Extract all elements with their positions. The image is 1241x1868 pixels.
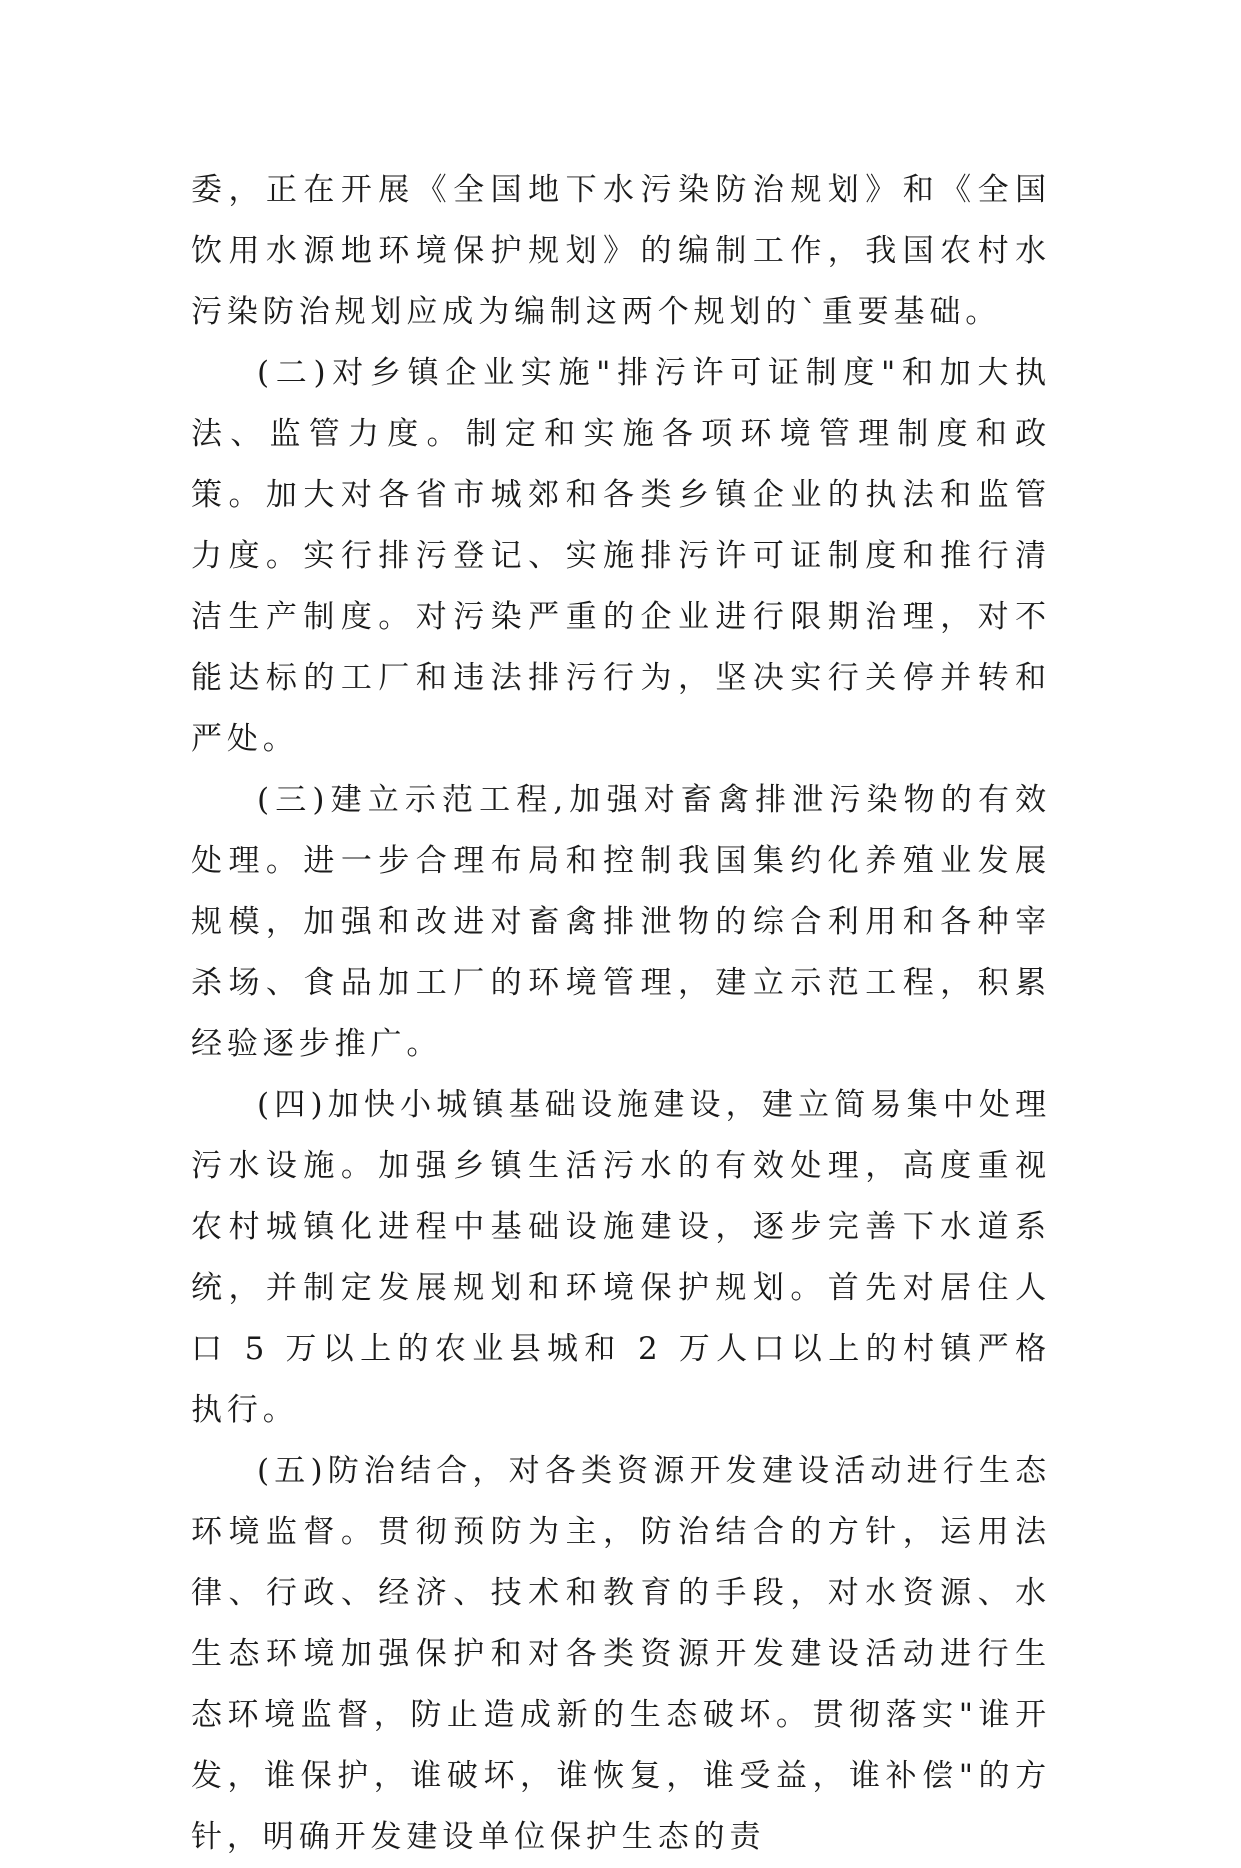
- paragraph-continuation: 委，正在开展《全国地下水污染防治规划》和《全国饮用水源地环境保护规划》的编制工作，我国农村水污染防治规划应成为编制这两个规划的`重要基础。: [191, 172, 1051, 330]
- paragraph-section-4: (四)加快小城镇基础设施建设，建立简易集中处理污水设施。加强乡镇生活污水的有效处理，高度重视农村城镇化进程中基础设施建设，逐步完善下水道系统，并制定发展规划和环境保护规划。首先对居住人口 5 万以上的农业县城和 2 万人口以上的村镇严格执行。: [191, 1087, 1051, 1428]
- paragraph-section-2: (二)对乡镇企业实施"排污许可证制度"和加大执法、监管力度。制定和实施各项环境管理制度和政策。加大对各省市城郊和各类乡镇企业的执法和监管力度。实行排污登记、实施排污许可证制度和推行清洁生产制度。对污染严重的企业进行限期治理，对不能达标的工厂和违法排污行为，坚决实行关停并转和严处。: [191, 355, 1051, 757]
- paragraph-section-5: (五)防治结合，对各类资源开发建设活动进行生态环境监督。贯彻预防为主，防治结合的方针，运用法律、行政、经济、技术和教育的手段，对水资源、水生态环境加强保护和对各类资源开发建设活动进行生态环境监督，防止造成新的生态破坏。贯彻落实"谁开发，谁保护，谁破坏，谁恢复，谁受益，谁补偿"的方针，明确开发建设单位保护生态的责: [191, 1453, 1051, 1855]
- paragraph-section-3: (三)建立示范工程,加强对畜禽排泄污染物的有效处理。进一步合理布局和控制我国集约化养殖业发展规模，加强和改进对畜禽排泄物的综合利用和各种宰杀场、食品加工厂的环境管理，建立示范工程，积累经验逐步推广。: [191, 782, 1051, 1062]
- body-text: [191, 160, 1051, 1868]
